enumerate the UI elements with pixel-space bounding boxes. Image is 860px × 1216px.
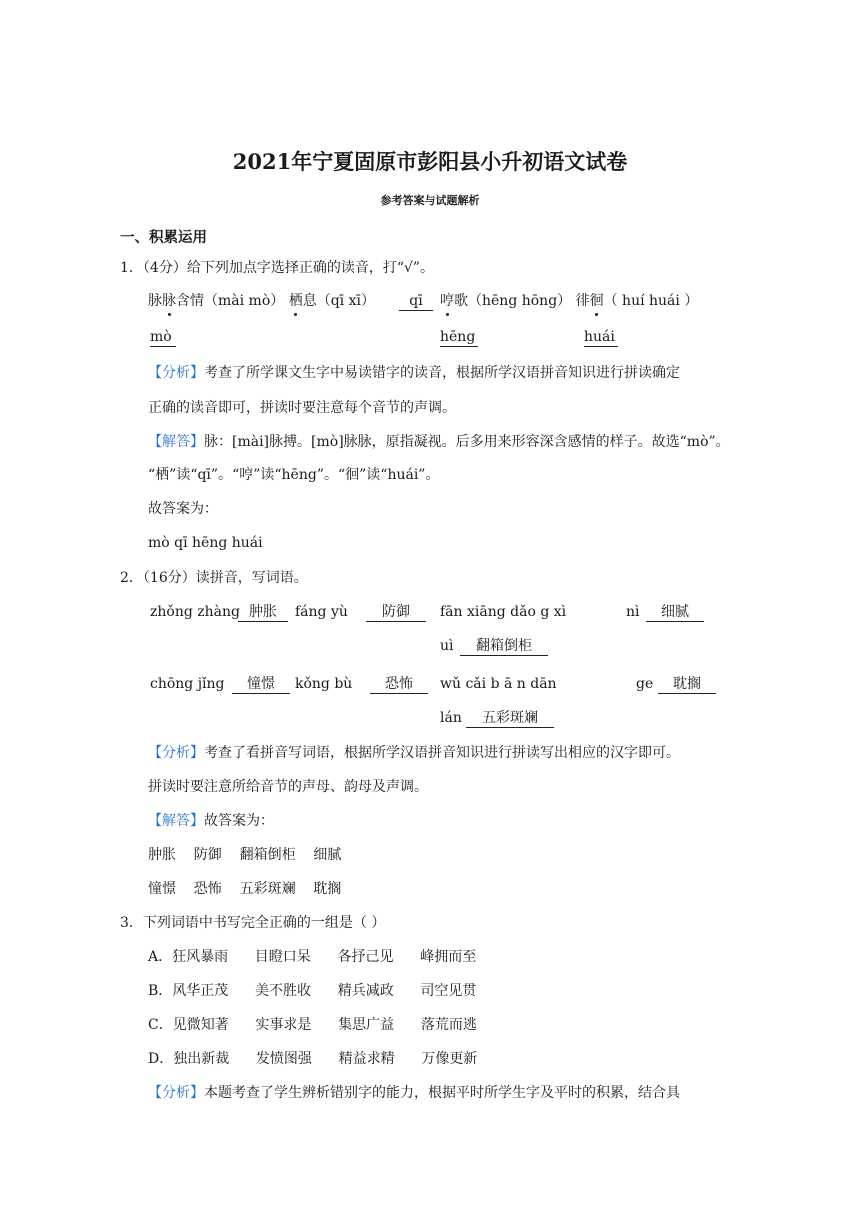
option-a: A．狂风暴雨 目瞪口呆 各抒己见 峰拥而至 <box>148 949 477 965</box>
analysis-paragraph <box>148 363 680 383</box>
word-pinyin: （ huí huái ） <box>603 293 699 309</box>
word-pinyin: 歌（hēng hōng） <box>454 293 572 309</box>
pinyin-item: chōng jǐng <box>150 676 225 692</box>
word-pinyin: 含情（mài mò） <box>176 293 285 309</box>
pinyin-item: kǒng bù <box>295 676 353 692</box>
analysis-tag: 【分析】 <box>148 1085 204 1101</box>
answer-text: 耽搁 <box>658 675 716 694</box>
question-3-stem: 3．下列词语中书写完全正确的一组是（ ） <box>120 915 386 931</box>
word-pinyin: 息（qī xī） <box>302 293 375 309</box>
solution-text: 故答案为： <box>204 813 274 829</box>
solution-tag: 【解答】 <box>148 434 204 450</box>
answer-text: 恐怖 <box>370 675 428 694</box>
document-title: 2021年宁夏固原市彭阳县小升初语文试卷 <box>232 149 628 174</box>
document-subtitle: 参考答案与试题解析 <box>380 194 480 207</box>
analysis-text: 拼读时要注意所给音节的声母、韵母及声调。 <box>148 779 428 795</box>
question-1-words-2 <box>440 291 698 311</box>
answer-blank <box>150 327 176 347</box>
analysis-tag: 【分析】 <box>148 745 204 761</box>
question-1-words <box>148 291 375 311</box>
question-2-stem: 2．（16分）读拼音，写词语。 <box>120 570 308 586</box>
section-heading: 一、积累运用 <box>120 230 207 246</box>
answer-text: 翻箱倒柜 <box>460 637 548 656</box>
dotted-char: 栖 <box>288 293 303 309</box>
analysis-paragraph <box>148 1083 680 1103</box>
solution-paragraph <box>148 811 274 831</box>
pinyin-item: fáng yù <box>295 604 348 620</box>
pinyin-item: fān xiāng dǎo g xì <box>440 604 567 620</box>
word-char: 脉 <box>148 293 162 309</box>
answer-blank <box>584 327 618 347</box>
dotted-char: 脉 <box>162 293 176 309</box>
answer-intro: 故答案为： <box>148 501 218 517</box>
pinyin-item: wǔ cǎi b ā n dān <box>440 676 557 692</box>
answer-text: mò <box>150 328 176 347</box>
question-1-stem: 1．（4分）给下列加点字选择正确的读音，打“√”。 <box>120 260 435 276</box>
answer-blank <box>366 602 426 622</box>
answer-line: mò qī hēng huái <box>148 535 263 551</box>
answer-text: 憧憬 <box>232 675 290 694</box>
solution-tag: 【解答】 <box>148 813 204 829</box>
answer-blank <box>238 602 288 622</box>
analysis-paragraph <box>148 743 680 763</box>
answer-text: qī <box>399 292 433 311</box>
solution-text: 脉：[mài]脉搏。[mò]脉脉，原指凝视。后多用来形容深含感情的样子。故选“mò”。 <box>204 434 730 450</box>
answer-blank <box>460 636 548 656</box>
answer-text: 防御 <box>366 603 426 622</box>
word-char: 徘 <box>575 293 590 309</box>
dotted-char: 徊 <box>589 293 604 309</box>
answer-blank <box>658 674 716 694</box>
answer-blank <box>232 674 290 694</box>
option-c: C．见微知著 实事求是 集思广益 落荒而逃 <box>148 1017 477 1033</box>
answer-text: 五彩斑斓 <box>466 709 554 728</box>
answer-row: 肿胀 防御 翻箱倒柜 细腻 <box>148 847 342 863</box>
option-d: D．独出新裁 发愤图强 精益求精 万像更新 <box>148 1051 478 1067</box>
pinyin-item: lán <box>440 710 462 726</box>
answer-blank <box>646 602 704 622</box>
analysis-tag: 【分析】 <box>148 365 204 381</box>
answer-text: hēng <box>440 328 478 347</box>
pinyin-item: uì <box>440 638 454 654</box>
analysis-text: 考查了所学课文生字中易读错字的读音，根据所学汉语拼音知识进行拼读确定 <box>204 365 680 381</box>
answer-blank <box>440 327 478 347</box>
answer-text: 肿胀 <box>238 603 288 622</box>
answer-text: huái <box>584 328 618 347</box>
analysis-text: 正确的读音即可，拼读时要注意每个音节的声调。 <box>148 400 456 416</box>
pinyin-item: ge <box>636 676 654 692</box>
answer-text: 细腻 <box>646 603 704 622</box>
analysis-text: 本题考查了学生辨析错别字的能力，根据平时所学生字及平时的积累，结合具 <box>204 1085 680 1101</box>
answer-blank <box>370 674 428 694</box>
solution-text: “栖”读“qī”。“哼”读“hēng”。“徊”读“huái”。 <box>148 467 440 483</box>
option-b: B．风华正茂 美不胜收 精兵减政 司空见贯 <box>148 983 477 999</box>
pinyin-item: zhǒng zhàng <box>150 604 240 620</box>
pinyin-item: nì <box>626 604 640 620</box>
answer-blank <box>399 291 433 311</box>
analysis-text: 考查了看拼音写词语，根据所学汉语拼音知识进行拼读写出相应的汉字即可。 <box>204 745 680 761</box>
answer-blank <box>466 708 554 728</box>
answer-row: 憧憬 恐怖 五彩斑斓 耽搁 <box>148 881 342 897</box>
dotted-char: 哼 <box>440 293 454 309</box>
solution-paragraph <box>148 432 730 452</box>
